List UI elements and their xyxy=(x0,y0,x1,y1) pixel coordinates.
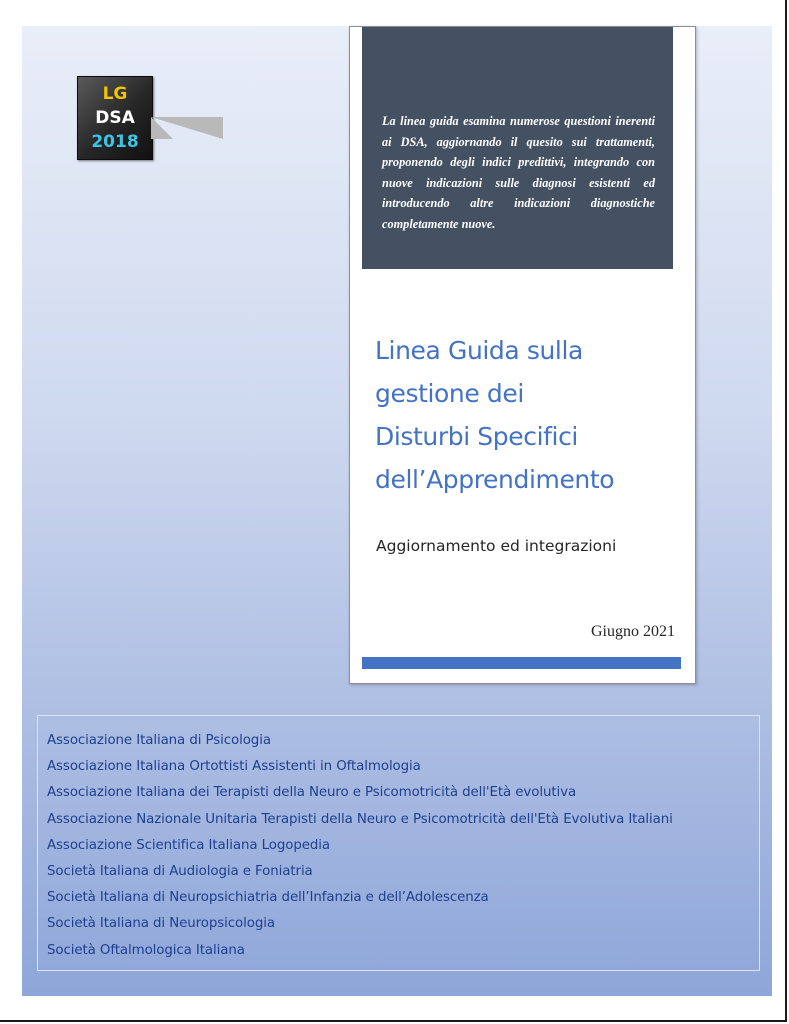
association-item: Associazione Italiana di Psicologia xyxy=(47,733,271,748)
title-line: gestione dei xyxy=(375,379,524,408)
association-item: Associazione Scientifica Italiana Logopedia xyxy=(47,837,331,853)
association-item: Società Oftalmologica Italiana xyxy=(47,942,245,958)
association-item: Società Italiana di Neuropsichiatria dell’Infanzia e dell’Adolescenza xyxy=(47,890,489,906)
abstract-box xyxy=(362,27,673,269)
association-item: Associazione Italiana Ortottisti Assistenti in Oftalmologia xyxy=(47,759,421,775)
title-line: Linea Guida sulla xyxy=(375,336,583,365)
document-subtitle: Aggiornamento ed integrazioni xyxy=(376,537,617,555)
title-card xyxy=(349,26,696,684)
association-item: Associazione Nazionale Unitaria Terapisti della Neuro e Psicomotricità dell'Età Evolutiva Italiani xyxy=(47,811,673,827)
publication-date: Giugno 2021 xyxy=(591,623,675,640)
logo-pointer-tail xyxy=(151,117,173,139)
logo-line-lg: LG xyxy=(102,84,128,104)
title-line: dell’Apprendimento xyxy=(375,465,615,494)
association-item: Società Italiana di Neuropsicologia xyxy=(47,916,275,932)
title-line: Disturbi Specifici xyxy=(375,422,578,451)
logo-line-year: 2018 xyxy=(91,132,139,152)
logo-line-dsa: DSA xyxy=(95,108,135,128)
association-item: Associazione Italiana dei Terapisti della Neuro e Psicomotricità dell'Età evolutiva xyxy=(47,785,577,801)
associations-box xyxy=(37,715,760,971)
associations-list xyxy=(47,728,759,964)
lg-dsa-logo xyxy=(77,76,153,160)
document-title xyxy=(375,329,685,501)
association-item: Società Italiana di Audiologia e Foniatria xyxy=(47,864,313,880)
accent-bar xyxy=(362,657,681,669)
abstract-text: La linea guida esamina numerose questioni inerenti ai DSA, aggiornando il quesito sui trattamenti, proponendo degli indici predittivi, integrando con nuove indicazioni sulle diagnosi esistenti ed introducendo altre indicazioni diagnostiche completamente nuove. xyxy=(382,114,655,231)
